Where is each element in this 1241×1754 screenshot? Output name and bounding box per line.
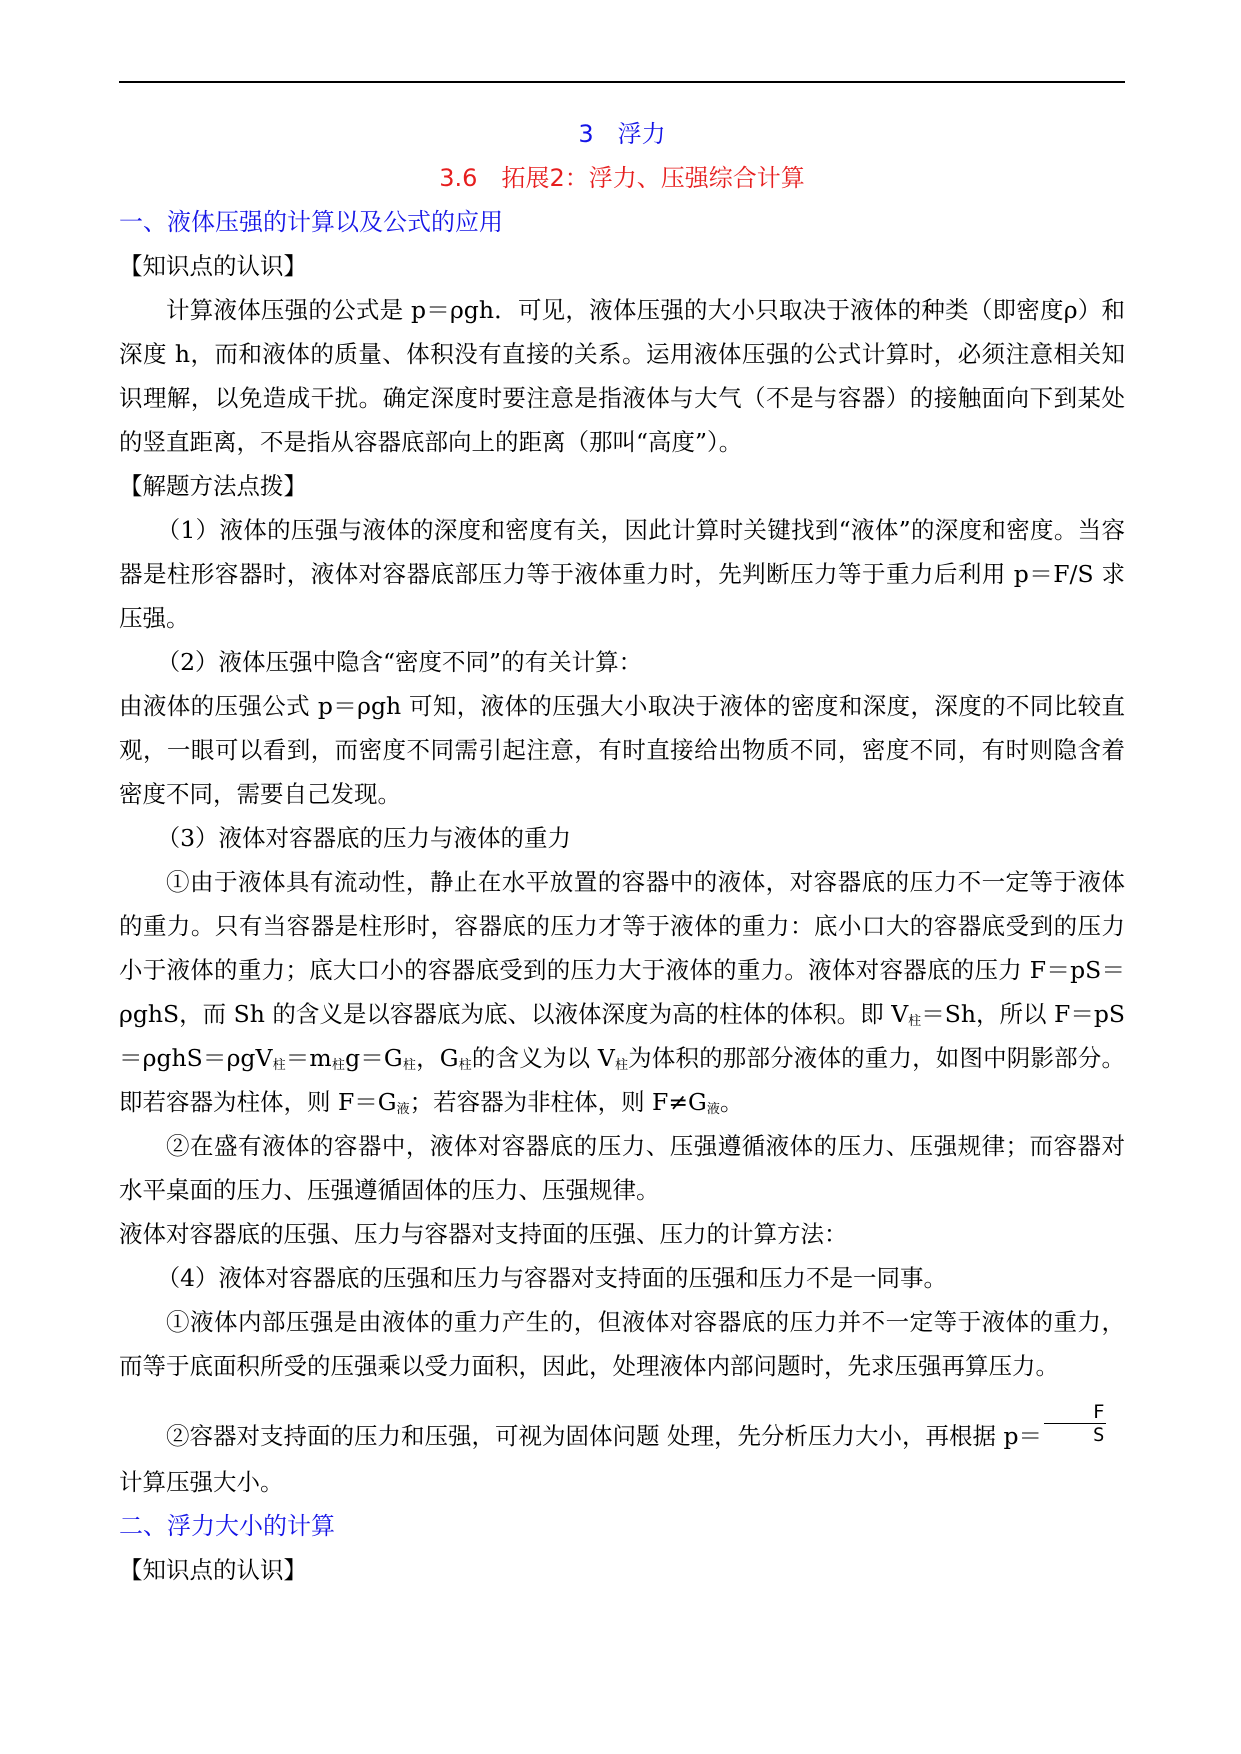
fraction-f-over-s: $\frac{F}{S}$ — [1044, 1401, 1106, 1446]
paragraph-calc-method: 液体对容器底的压强、压力与容器对支持面的压强、压力的计算方法： — [119, 1220, 848, 1248]
paragraph-method-2-title: （2）液体压强中隐含“密度不同”的有关计算： — [156, 648, 643, 676]
paragraph-method-3-point-2: ②在盛有液体的容器中，液体对容器底的压力、压强遵循液体的压力、压强规律；而容器对水平桌面的压力、压强遵循固体的压力、压强规律。 — [119, 1132, 1125, 1204]
paragraph-method-4-title: （4）液体对容器底的压强和压力与容器对支持面的压强和压力不是一同事。 — [156, 1264, 948, 1292]
paragraph-method-4-point-2: ②容器对支持面的压力和压强，可视为固体问题 处理，先分析压力大小，再根据 p＝ $\frac{F}{S}$ — [166, 1401, 1105, 1450]
label-method: 【解题方法点拨】 — [119, 472, 307, 500]
label-knowledge: 【知识点的认识】 — [119, 252, 307, 280]
label-knowledge-2: 【知识点的认识】 — [119, 1556, 307, 1584]
heading-1: 一、液体压强的计算以及公式的应用 — [119, 208, 503, 236]
paragraph-method-1: （1）液体的压强与液体的深度和密度有关，因此计算时关键找到“液体”的深度和密度。当容器是柱形容器时，液体对容器底部压力等于液体重力时，先判断压力等于重力后利用 p＝F/S 求压强。 — [119, 516, 1125, 632]
paragraph-method-4-point-2-cont: 计算压强大小。 — [119, 1468, 284, 1496]
paragraph-method-3-title: （3）液体对容器底的压力与液体的重力 — [156, 824, 572, 852]
section-title: 3.6 拓展2：浮力、压强综合计算 — [439, 164, 805, 192]
chapter-title: 3 浮力 — [578, 120, 666, 148]
header-rule — [119, 81, 1125, 83]
paragraph-method-4-point-1: ①液体内部压强是由液体的重力产生的，但液体对容器底的压力并不一定等于液体的重力，而等于底面积所受的压强乘以受力面积，因此，处理液体内部问题时，先求压强再算压力。 — [119, 1308, 1125, 1380]
paragraph-method-2-body: 由液体的压强公式 p＝ρgh 可知，液体的压强大小取决于液体的密度和深度，深度的不同比较直观，一眼可以看到，而密度不同需引起注意，有时直接给出物质不同，密度不同，有时则隐含着密度不同，需要自己发现。 — [119, 692, 1125, 808]
heading-2: 二、浮力大小的计算 — [119, 1512, 335, 1540]
paragraph-formula-intro: 计算液体压强的公式是 p＝ρgh．可见，液体压强的大小只取决于液体的种类（即密度ρ）和深度 h，而和液体的质量、体积没有直接的关系。运用液体压强的公式计算时，必须注意相关知识理解，以免造成干扰。确定深度时要注意是指液体与大气（不是与容器）的接触面向下到某处的竖直距离，不是指从容器底部向上的距离（那叫“高度”）。 — [119, 296, 1125, 456]
document-body — [119, 112, 1125, 1592]
paragraph-method-3-body: ①由于液体具有流动性，静止在水平放置的容器中的液体，对容器底的压力不一定等于液体的重力。只有当容器是柱形时，容器底的压力才等于液体的重力：底小口大的容器底受到的压力小于液体的重力；底大口小的容器底受到的压力大于液体的重力。液体对容器底的压力 F＝pS＝ρghS，而 Sh 的含义是以容器底为底、以液体深度为高的柱体的体积。即 $V_柱=Sh$，所以 $F=pS=\rho ghS=\rho gV_柱=m_柱g=G_柱$，$G_柱$的含义为以 $V_柱$为体积的那部分液体的重力，如图中阴影部分。即若容器为柱体，则 $F=G_液$；若容器为非柱体，则 $F\ne G_液$。 — [119, 868, 1125, 1117]
